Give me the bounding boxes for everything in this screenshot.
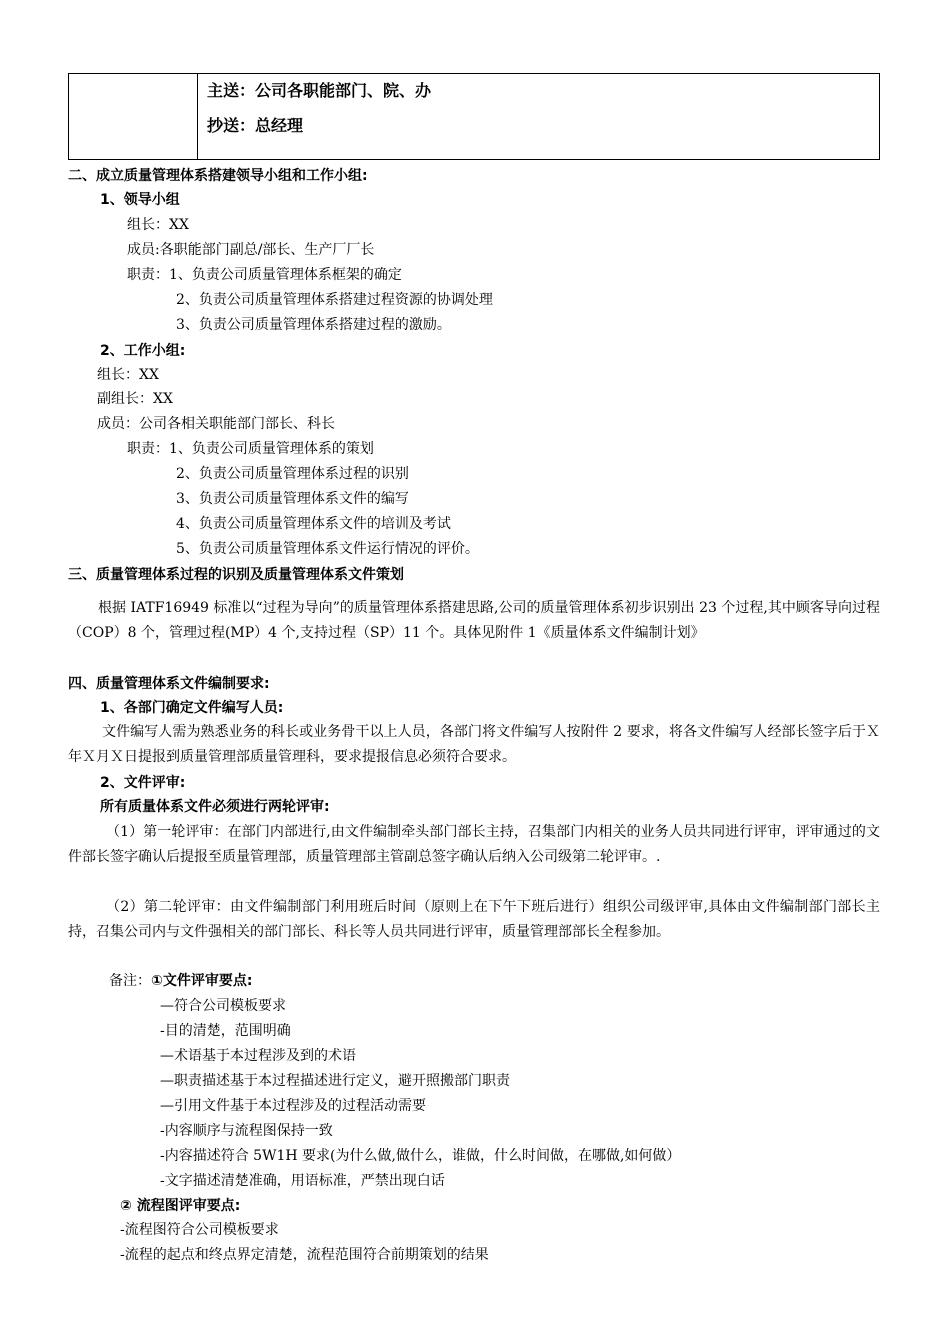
section-3-heading: 三、质量管理体系过程的识别及质量管理体系文件策划	[68, 567, 404, 583]
review-subheading: 所有质量体系文件必须进行两轮评审:	[100, 799, 330, 815]
leader-group-head: 组长：XX	[127, 217, 189, 233]
writers-body: 文件编写人需为熟悉业务的科长或业务骨干以上人员，各部门将文件编写人按附件 2 要求，将各文件编写人经部长签字后于Ｘ年Ｘ月Ｘ日提报到质量管理部质量管理科，要求提报信息必须符合要求。	[68, 724, 880, 765]
work-group-deputy: 副组长：XX	[97, 391, 173, 407]
notes-label: 备注：	[109, 973, 151, 989]
doc-review-point: —职责描述基于本过程描述进行定义，避开照搬部门职责	[160, 1073, 510, 1089]
review-heading: 2、文件评审:	[100, 775, 186, 791]
doc-review-point: —引用文件基于本过程涉及的过程活动需要	[160, 1098, 426, 1114]
doc-review-point: —术语基于本过程涉及到的术语	[160, 1048, 356, 1064]
leader-group-duty-1: 职责：1、负责公司质量管理体系框架的确定	[127, 267, 402, 283]
leader-group-members: 成员:各职能部门副总/部长、生产厂厂长	[127, 242, 375, 258]
work-group-duty-4: 4、负责公司质量管理体系文件的培训及考试	[176, 516, 451, 532]
section-2-heading: 二、成立质量管理体系搭建领导小组和工作小组:	[68, 168, 368, 184]
writers-heading: 1、各部门确定文件编写人员:	[100, 700, 284, 716]
leader-group-duty-2: 2、负责公司质量管理体系搭建过程资源的协调处理	[176, 292, 493, 308]
flow-review-point: -流程图符合公司模板要求	[120, 1222, 279, 1238]
section-3-body: 根据 IATF16949 标准以“过程为导向”的质量管理体系搭建思路,公司的质量管理体系初步识别出 23 个过程,其中顾客导向过程（COP）8 个，管理过程(MP）4 个,支持过程（SP）11 个。具体见附件 1《质量体系文件编制计划》	[68, 600, 880, 641]
distribution-table	[68, 73, 880, 160]
leader-group-heading: 1、领导小组	[100, 192, 180, 208]
table-column-divider	[197, 74, 198, 159]
cc-recipients: 抄送：总经理	[207, 116, 304, 135]
work-group-duty-3: 3、负责公司质量管理体系文件的编写	[176, 491, 409, 507]
flow-review-point: -流程的起点和终点界定清楚，流程范围符合前期策划的结果	[120, 1247, 489, 1263]
work-group-head: 组长：XX	[97, 367, 159, 383]
review-round-2: （2）第二轮评审：由文件编制部门利用班后时间（原则上在下午下班后进行）组织公司级评审,具体由文件编制部门部长主持，召集公司内与文件强相关的部门部长、科长等人员共同进行评审，质量管理部部长全程参加。	[68, 899, 880, 940]
doc-review-point: -内容顺序与流程图保持一致	[160, 1123, 333, 1139]
work-group-heading: 2、工作小组:	[100, 343, 186, 359]
doc-review-point: —符合公司模板要求	[160, 998, 286, 1014]
work-group-members: 成员：公司各相关职能部门部长、科长	[97, 416, 335, 432]
leader-group-duty-3: 3、负责公司质量管理体系搭建过程的激励。	[176, 317, 451, 333]
section-4-heading: 四、质量管理体系文件编制要求:	[68, 676, 270, 692]
main-recipients: 主送：公司各职能部门、院、办	[207, 81, 432, 100]
doc-review-point: -内容描述符合 5W1H 要求(为什么做,做什么，谁做，什么时间做，在哪做,如何做）	[160, 1148, 681, 1164]
work-group-duty-1: 职责：1、负责公司质量管理体系的策划	[127, 441, 374, 457]
notes-block	[109, 971, 252, 991]
work-group-duty-2: 2、负责公司质量管理体系过程的识别	[176, 466, 409, 482]
doc-review-point: -目的清楚，范围明确	[160, 1023, 291, 1039]
doc-review-point: -文字描述清楚准确，用语标准，严禁出现白话	[160, 1173, 445, 1189]
review-round-1: （1）第一轮评审：在部门内部进行,由文件编制牵头部门部长主持，召集部门内相关的业务人员共同进行评审，评审通过的文件部长签字确认后提报至质量管理部，质量管理部主管副总签字确认后纳入公司级第二轮评审。.	[68, 824, 880, 865]
doc-review-points-heading: ①文件评审要点:	[151, 973, 253, 989]
flow-review-points-heading: ② 流程图评审要点:	[120, 1198, 241, 1214]
work-group-duty-5: 5、负责公司质量管理体系文件运行情况的评价。	[176, 541, 479, 557]
